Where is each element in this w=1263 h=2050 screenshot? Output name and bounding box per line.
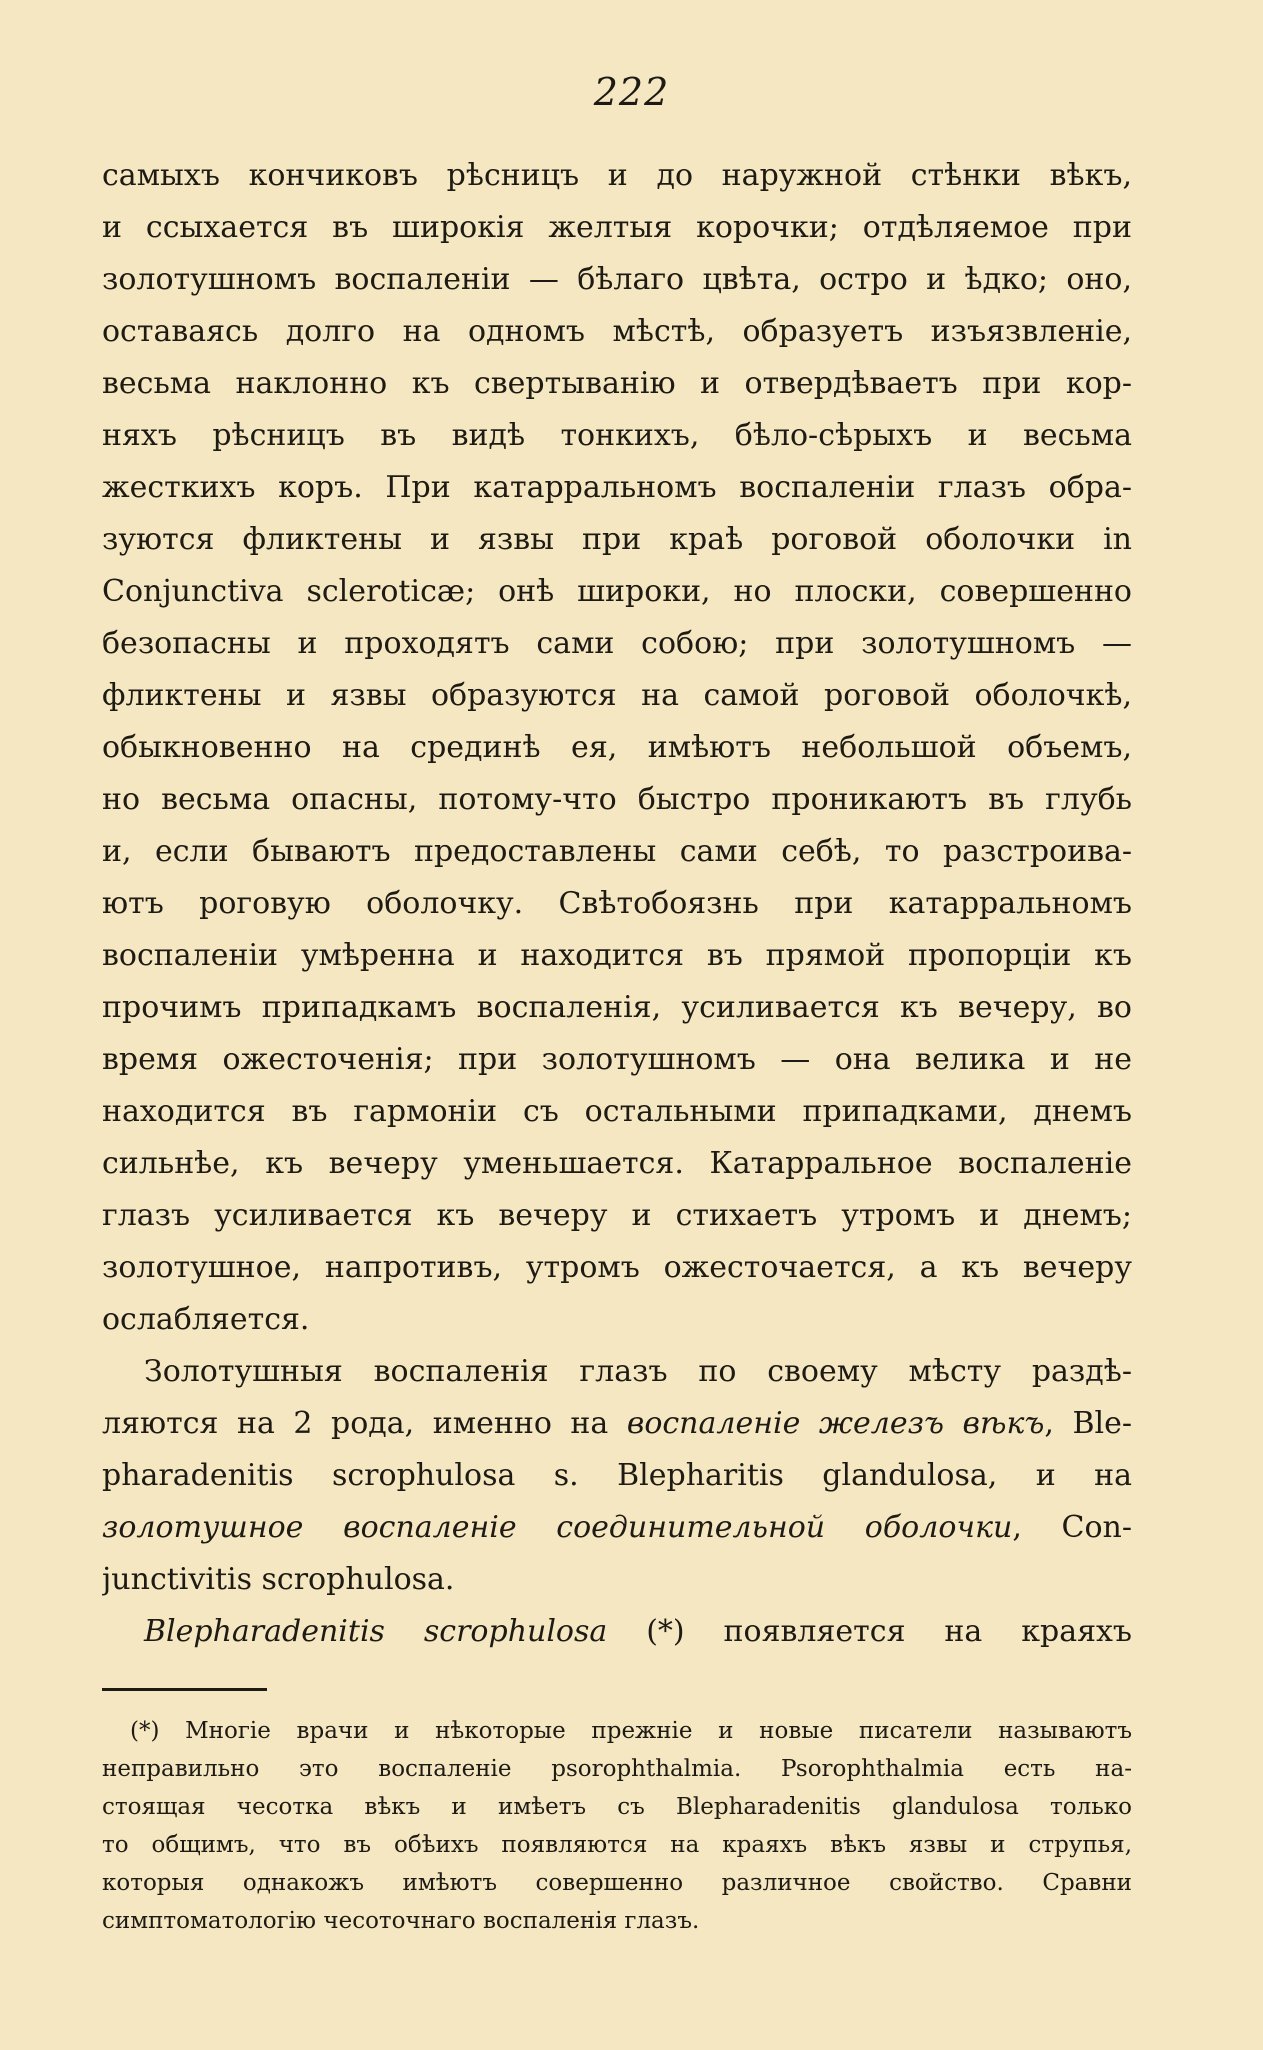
text-line: ослабляется.: [102, 1302, 310, 1337]
footnote-line: (*) Многіе врачи и нѣкоторые прежніе и новые писатели называютъ: [130, 1718, 1132, 1744]
text-line: Conjunctiva scleroticæ; онѣ широки, но плоски, совершенно: [102, 574, 1132, 609]
text-line: и, если бываютъ предоставлены сами себѣ, то разстроива-: [102, 834, 1132, 869]
text-line: глазъ усиливается къ вечеру и стихаетъ утромъ и днемъ;: [102, 1198, 1132, 1233]
paragraph-1: [102, 150, 1132, 1346]
text-line: зуются фликтены и язвы при краѣ роговой оболочки in: [102, 522, 1132, 557]
text-line: оставаясь долго на одномъ мѣстѣ, образуетъ изъязвленіе,: [102, 314, 1132, 349]
text-line: сильнѣе, къ вечеру уменьшается. Катарральное воспаленіе: [102, 1146, 1132, 1181]
footnote-line: то общимъ, что въ обѣихъ появляются на краяхъ вѣкъ язвы и струпья,: [102, 1832, 1132, 1858]
text-line: безопасны и проходятъ сами собою; при золотушномъ —: [102, 626, 1132, 661]
text-line: самыхъ кончиковъ рѣсницъ и до наружной стѣнки вѣкъ,: [102, 158, 1132, 193]
text-line: время ожесточенія; при золотушномъ — она велика и не: [102, 1042, 1132, 1077]
text-line: золотушномъ воспаленіи — бѣлаго цвѣта, остро и ѣдко; оно,: [102, 262, 1132, 297]
text-line: прочимъ припадкамъ воспаленія, усиливается къ вечеру, во: [102, 990, 1132, 1025]
main-text: [102, 150, 1132, 1658]
italic-term: золотушное воспаленіе соединительной оболочки: [102, 1510, 1013, 1545]
text-line: обыкновенно на срединѣ ея, имѣютъ небольшой объемъ,: [102, 730, 1132, 765]
text-line: Blepharadenitis scrophulosa (*) появляется на краяхъ: [144, 1614, 1132, 1649]
footnote-line: стоящая чесотка вѣкъ и имѣетъ съ Blepharadenitis glandulosa только: [102, 1794, 1132, 1820]
footnote-line: которыя однакожъ имѣютъ совершенно различное свойство. Сравни: [102, 1870, 1132, 1896]
footnote-line: симптоматологію чесоточнаго воспаленія глазъ.: [102, 1908, 700, 1934]
text-line: воспаленіи умѣренна и находится въ прямой пропорціи къ: [102, 938, 1132, 973]
paragraph-2: [102, 1346, 1132, 1606]
text-line: и ссыхается въ широкія желтыя корочки; отдѣляемое при: [102, 210, 1132, 245]
italic-term: Blepharadenitis scrophulosa: [144, 1614, 608, 1649]
footnote-rule: [102, 1688, 267, 1691]
text-line: junctivitis scrophulosa.: [102, 1562, 455, 1597]
text-line: но весьма опасны, потому-что быстро проникаютъ въ глубь: [102, 782, 1132, 817]
footnote-line: неправильно это воспаленіе psorophthalmia. Psorophthalmia есть на-: [102, 1756, 1132, 1782]
text-line: золотушное, напротивъ, утромъ ожесточается, а къ вечеру: [102, 1250, 1132, 1285]
text-line: жесткихъ коръ. При катарральномъ воспаленіи глазъ обра-: [102, 470, 1132, 505]
text-line: няхъ рѣсницъ въ видѣ тонкихъ, бѣло-сѣрыхъ и весьма: [102, 418, 1132, 453]
text-line: pharadenitis scrophulosa s. Blepharitis glandulosa, и на: [102, 1458, 1132, 1493]
footnote: [102, 1712, 1132, 1940]
text-line: ютъ роговую оболочку. Свѣтобоязнь при катарральномъ: [102, 886, 1132, 921]
text-line: золотушное воспаленіе соединительной оболочки, Con-: [102, 1510, 1132, 1545]
text-line: ляются на 2 рода, именно на воспаленіе железъ вѣкъ, Ble-: [102, 1406, 1132, 1441]
text-line: Золотушныя воспаленія глазъ по своему мѣсту раздѣ-: [144, 1354, 1132, 1389]
text-line: фликтены и язвы образуются на самой роговой оболочкѣ,: [102, 678, 1132, 713]
italic-term: воспаленіе железъ вѣкъ: [626, 1406, 1045, 1441]
page-number: 222: [593, 70, 670, 114]
text-line: весьма наклонно къ свертыванію и отвердѣваетъ при кор-: [102, 366, 1132, 401]
text-line: находится въ гармоніи съ остальными припадками, днемъ: [102, 1094, 1132, 1129]
paragraph-3: [102, 1606, 1132, 1658]
